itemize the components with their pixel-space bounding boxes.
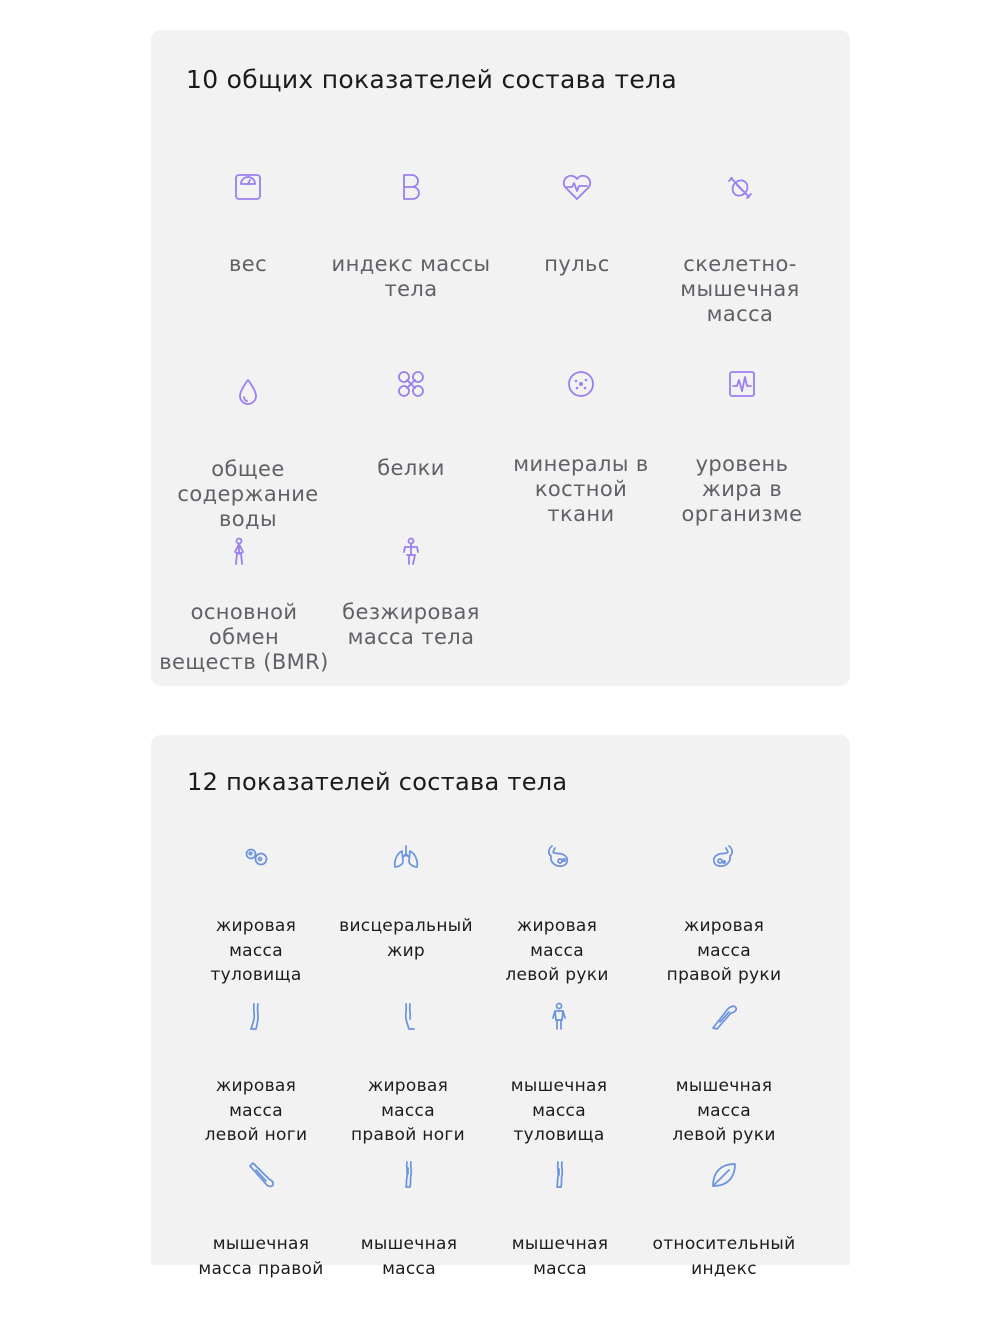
metric-label: скелетно- мышечная масса <box>680 252 800 326</box>
leg-muscle-2-icon <box>543 1158 577 1192</box>
metric-label: уровень жира в организме <box>681 452 803 526</box>
metric-label: жировая масса правой ноги <box>351 1076 465 1145</box>
metric-label: вес <box>228 252 268 276</box>
metric-label: жировая масса левой руки <box>505 916 609 985</box>
heart-pulse-icon <box>560 170 594 204</box>
water-drop-icon <box>231 375 265 409</box>
basic-metrics-title: 10 общих показателей состава тела <box>186 65 677 94</box>
metric-label: белки <box>377 456 445 480</box>
body-figure-icon <box>222 535 256 569</box>
metric-label: мышечная масса <box>360 1234 458 1279</box>
metric-label: безжировая масса тела <box>342 600 480 649</box>
muscle-bone-icon <box>723 170 757 204</box>
metric-label: висцеральный жир <box>339 916 473 961</box>
metric-label: относительный индекс <box>652 1234 796 1279</box>
metric-label: общее содержание воды <box>177 457 319 531</box>
metric-label: мышечная масса туловища <box>510 1076 608 1145</box>
metric-label: мышечная масса <box>511 1234 609 1279</box>
right-arm-icon <box>707 840 741 874</box>
metric-label: жировая масса туловища <box>210 916 302 985</box>
torso-figure-icon <box>542 1000 576 1034</box>
letter-b-icon <box>394 170 428 204</box>
metric-label: мышечная масса правой <box>198 1234 324 1279</box>
mineral-circle-icon <box>564 367 598 401</box>
metric-label: мышечная масса левой руки <box>672 1076 776 1145</box>
leg-muscle-icon <box>392 1158 426 1192</box>
metric-label: индекс массы тела <box>331 252 491 301</box>
fat-chart-icon <box>725 367 759 401</box>
metric-label: пульс <box>544 252 610 276</box>
protein-molecule-icon <box>394 367 428 401</box>
advanced-metrics-card <box>151 735 850 1279</box>
scale-icon <box>231 170 265 204</box>
metric-label: жировая масса левой ноги <box>204 1076 308 1145</box>
body-lean-icon <box>394 535 428 569</box>
advanced-metrics-title: 12 показателей состава тела <box>187 768 568 796</box>
left-arm-muscle-icon <box>707 1000 741 1034</box>
left-arm-icon <box>540 840 574 874</box>
metric-label: жировая масса правой руки <box>666 916 782 985</box>
metric-label: минералы в костной ткани <box>513 452 649 526</box>
lungs-icon <box>389 840 423 874</box>
right-arm-muscle-icon <box>244 1158 278 1192</box>
fat-cells-icon <box>239 840 273 874</box>
right-leg-icon <box>391 1000 425 1034</box>
left-leg-icon <box>239 1000 273 1034</box>
metric-label: основной обмен веществ (BMR) <box>159 600 329 674</box>
basic-metrics-card <box>151 30 850 686</box>
leaf-index-icon <box>707 1158 741 1192</box>
